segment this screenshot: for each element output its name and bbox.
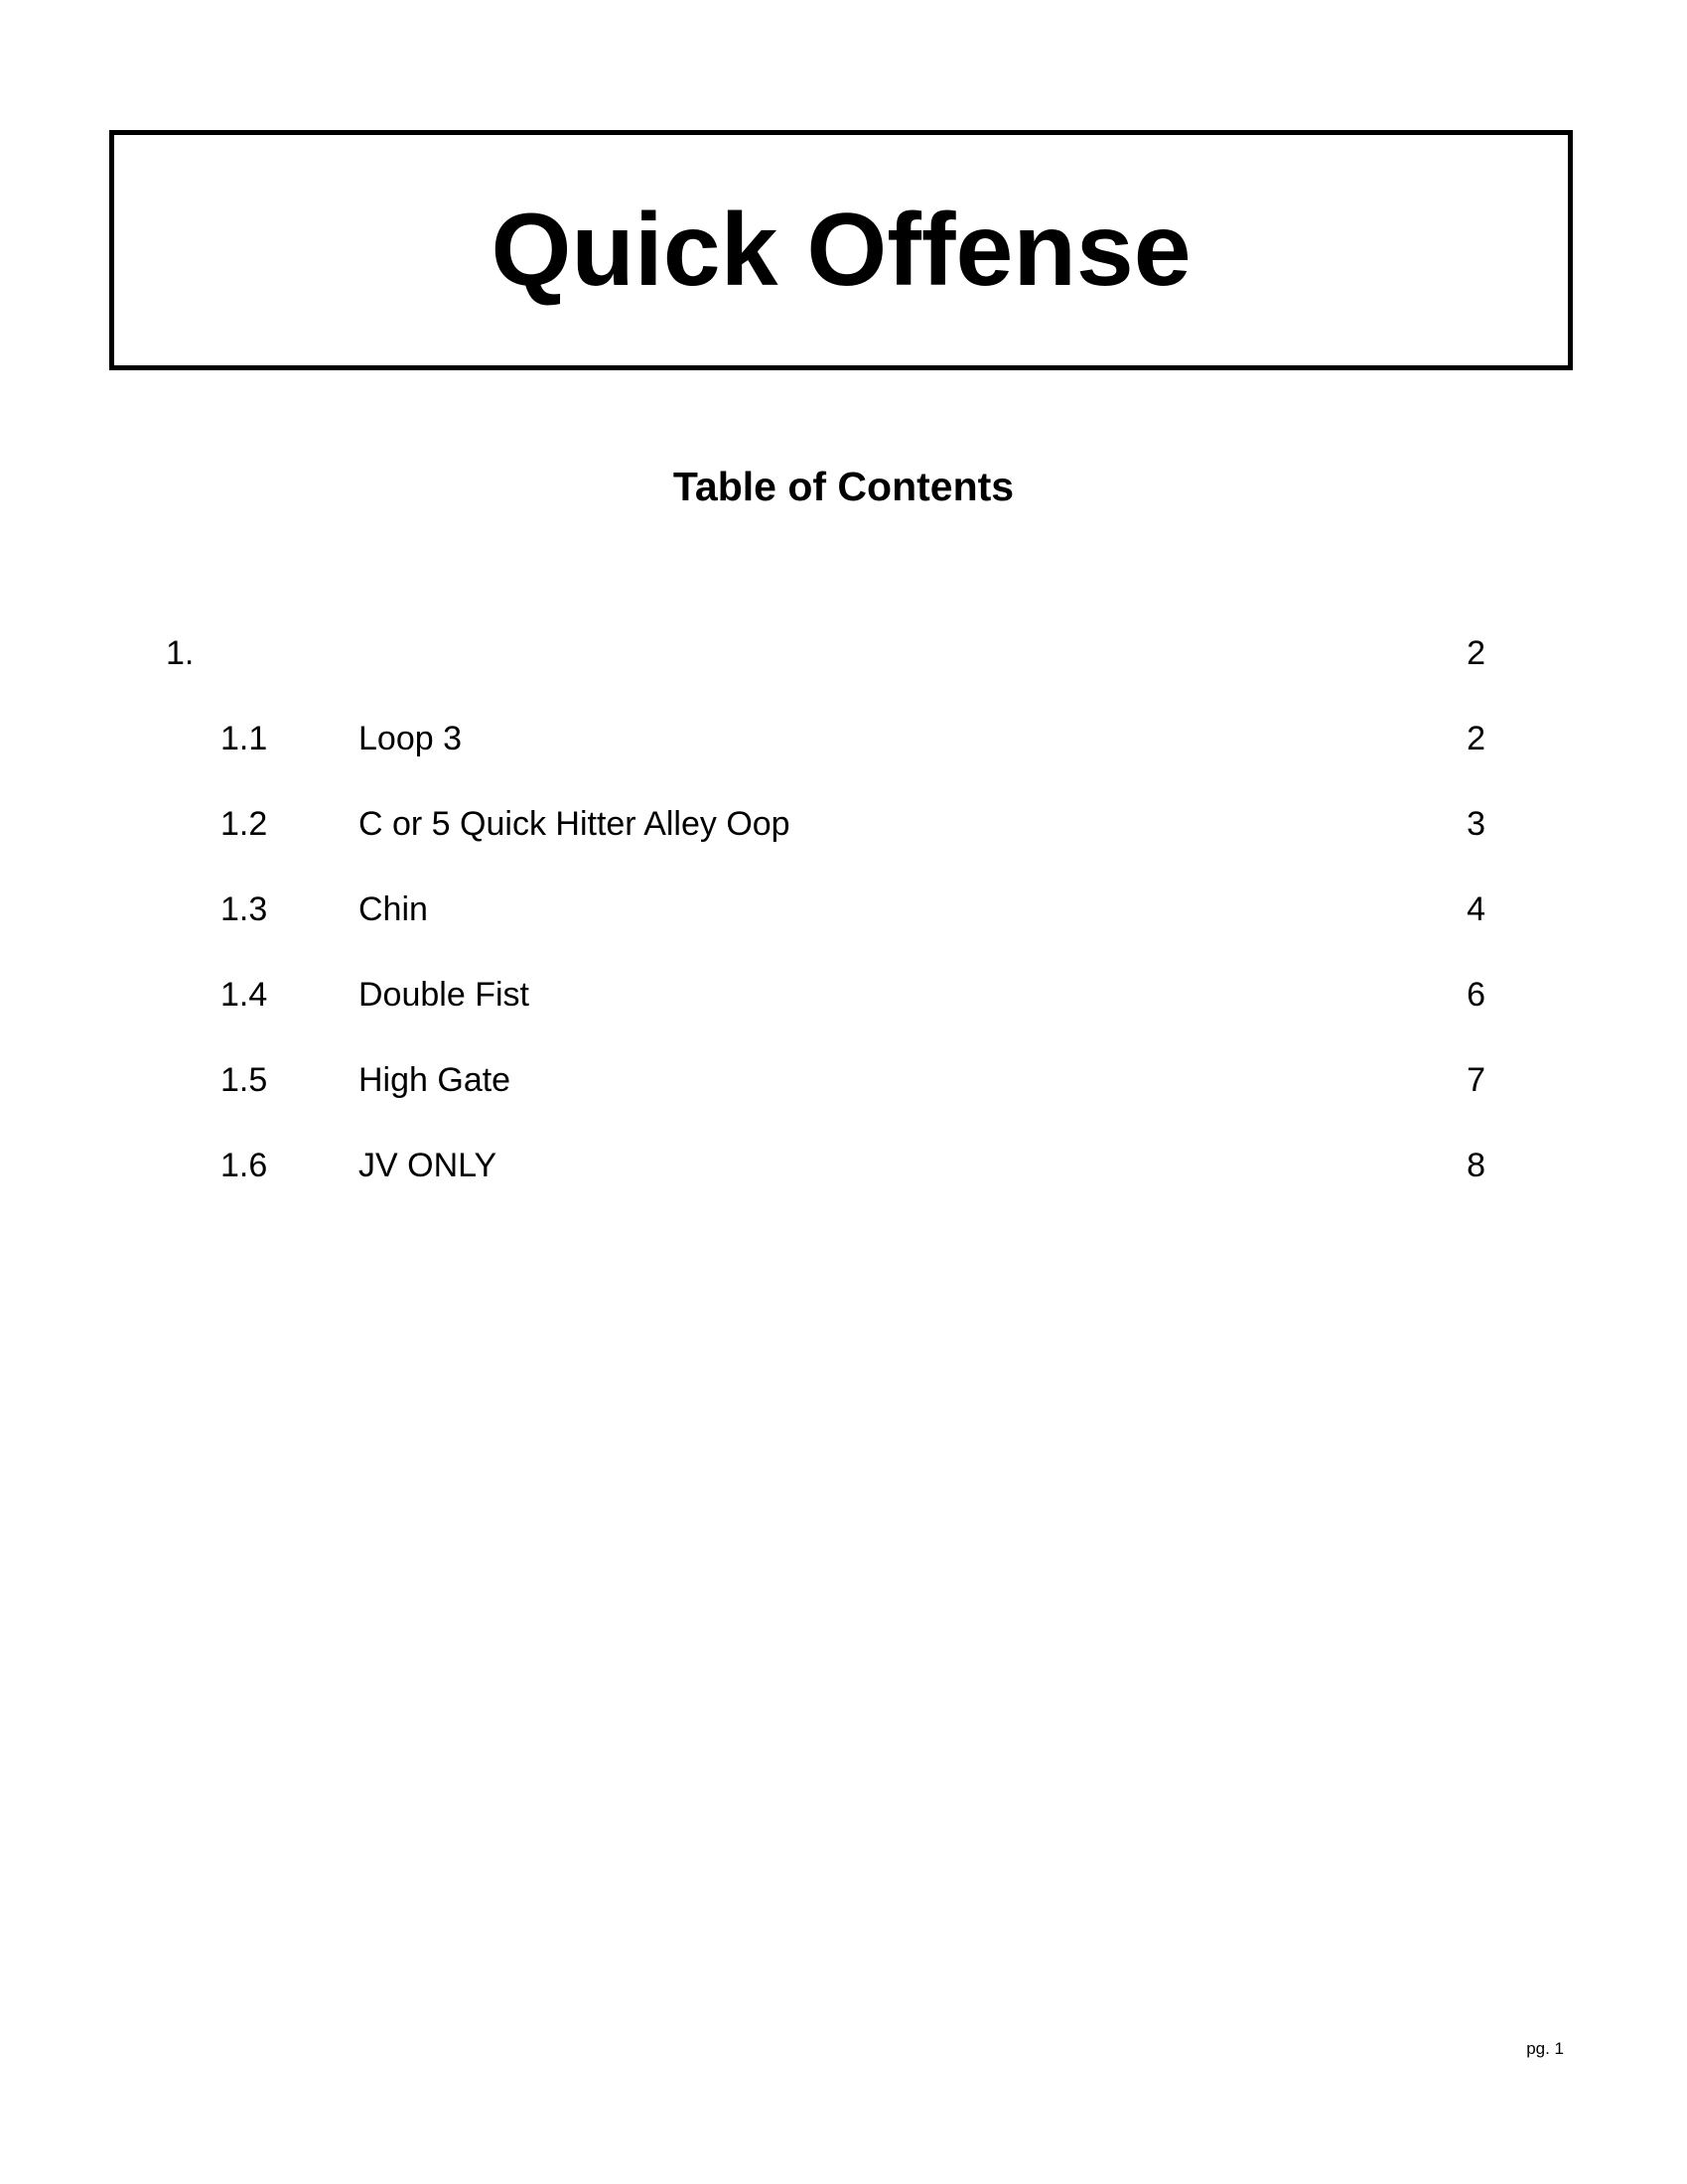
document-title: Quick Offense: [491, 193, 1192, 308]
toc-number: 1.1: [220, 720, 268, 757]
toc-row[interactable]: [0, 1060, 1687, 1100]
toc-label: High Gate: [358, 1061, 511, 1099]
toc-label: Chin: [358, 890, 428, 928]
toc-heading: Table of Contents: [672, 464, 1015, 509]
toc-label: JV ONLY: [358, 1147, 497, 1184]
toc-row[interactable]: [0, 633, 1687, 673]
toc-label: Double Fist: [358, 976, 529, 1014]
toc-label: C or 5 Quick Hitter Alley Oop: [358, 805, 790, 843]
toc-row[interactable]: [0, 889, 1687, 929]
toc-page-number: 3: [1467, 805, 1485, 843]
toc-number: 1.3: [220, 890, 268, 928]
toc-row[interactable]: [0, 719, 1687, 758]
toc-number: 1.4: [220, 976, 268, 1014]
toc-label: Loop 3: [358, 720, 462, 757]
toc-page-number: 2: [1467, 634, 1485, 672]
toc-page-number: 8: [1467, 1147, 1485, 1184]
toc-number: 1.5: [220, 1061, 268, 1099]
toc-number: 1.2: [220, 805, 268, 843]
title-box: [109, 130, 1573, 370]
page-footer: pg. 1: [1526, 2039, 1564, 2058]
toc-number: 1.6: [220, 1147, 268, 1184]
toc-number: 1.: [166, 634, 195, 672]
toc-page-number: 7: [1467, 1061, 1485, 1099]
toc-row[interactable]: [0, 804, 1687, 844]
toc-page-number: 2: [1467, 720, 1485, 757]
toc-row[interactable]: [0, 975, 1687, 1015]
toc-row[interactable]: [0, 1146, 1687, 1185]
toc-page-number: 6: [1467, 976, 1485, 1014]
toc-page-number: 4: [1467, 890, 1485, 928]
